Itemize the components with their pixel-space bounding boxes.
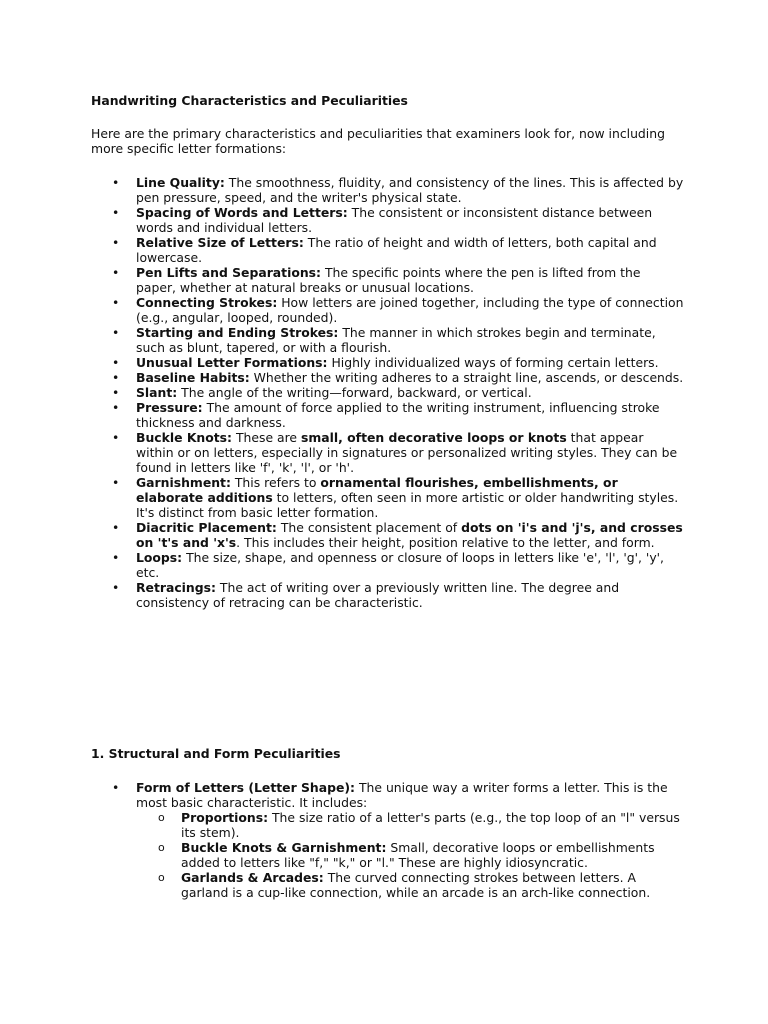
sub-list — [136, 810, 681, 900]
bold-text: small, often decorative loops or knots — [301, 430, 567, 445]
list-item — [136, 205, 684, 235]
bold-text: Diacritic Placement: — [136, 520, 277, 535]
body-text: How letters are joined together, including the type of connection (e.g., angular, looped, rounded). — [136, 295, 684, 325]
body-text: The ratio of height and width of letters, both capital and lowercase. — [136, 235, 657, 265]
bold-text: Line Quality: — [136, 175, 225, 190]
body-text: The size, shape, and openness or closure of loops in letters like 'e', 'l', 'g', 'y', etc. — [136, 550, 664, 580]
bold-text: ornamental flourishes, embellishments, or elaborate additions — [136, 475, 618, 505]
document-title: Handwriting Characteristics and Peculiarities — [91, 93, 408, 108]
body-text: that appear within or on letters, especially in signatures or personalized writing styles. They can be found in letters like 'f', 'k', 'l', or 'h'. — [136, 430, 678, 475]
list-item — [136, 430, 684, 475]
bold-text: Garnishment: — [136, 475, 231, 490]
bold-text: dots on 'i's and 'j's, and crosses on 't's and 'x's — [136, 520, 683, 550]
bold-text: Garlands & Arcades: — [181, 870, 324, 885]
list-item — [136, 295, 684, 325]
list-item — [136, 475, 684, 520]
intro-paragraph: Here are the primary characteristics and peculiarities that examiners look for, now including more specific letter formations: — [91, 126, 665, 156]
list-item — [136, 265, 684, 295]
list-item — [136, 355, 684, 370]
body-text: The angle of the writing—forward, backward, or vertical. — [177, 385, 532, 400]
list-item — [136, 235, 684, 265]
body-text: The consistent or inconsistent distance between words and individual letters. — [136, 205, 653, 235]
list-item — [136, 400, 684, 430]
body-text: Whether the writing adheres to a straight line, ascends, or descends. — [249, 370, 684, 385]
bold-text: Buckle Knots & Garnishment: — [181, 840, 387, 855]
bold-text: Slant: — [136, 385, 178, 400]
list-item — [136, 780, 684, 900]
bold-text: Loops: — [136, 550, 183, 565]
list-item-text — [136, 780, 668, 810]
bold-text: Spacing of Words and Letters: — [136, 205, 348, 220]
body-text: The specific points where the pen is lifted from the paper, whether at natural breaks or unusual locations. — [136, 265, 641, 295]
bold-text: Proportions: — [181, 810, 269, 825]
bold-text: Buckle Knots: — [136, 430, 233, 445]
list-item — [136, 175, 684, 205]
body-text: to letters, often seen in more artistic or older handwriting styles. It's distinct from basic letter formation. — [136, 490, 679, 520]
body-text: This refers to — [230, 475, 321, 490]
body-text: Small, decorative loops or embellishments added to letters like "f," "k," or "l." These are highly idiosyncratic. — [181, 840, 655, 870]
bold-text: Baseline Habits: — [136, 370, 250, 385]
section-list — [136, 780, 684, 900]
body-text: The manner in which strokes begin and terminate, such as blunt, tapered, or with a flourish. — [136, 325, 656, 355]
list-item — [136, 370, 684, 385]
body-text: The unique way a writer forms a letter. This is the most basic characteristic. It includes: — [136, 780, 668, 810]
sub-list-item — [181, 870, 681, 900]
list-item — [136, 580, 684, 610]
body-text: The consistent placement of — [276, 520, 462, 535]
bold-text: Connecting Strokes: — [136, 295, 278, 310]
bold-text: Form of Letters (Letter Shape): — [136, 780, 356, 795]
body-text: The amount of force applied to the writing instrument, influencing stroke thickness and darkness. — [136, 400, 660, 430]
body-text: The act of writing over a previously written line. The degree and consistency of retracing can be characteristic. — [136, 580, 620, 610]
sub-list-item — [181, 840, 681, 870]
body-text: The size ratio of a letter's parts (e.g., the top loop of an "l" versus its stem). — [181, 810, 680, 840]
sub-list-item — [181, 810, 681, 840]
list-item — [136, 550, 684, 580]
characteristics-list — [136, 175, 684, 610]
list-item — [136, 325, 684, 355]
section-heading: 1. Structural and Form Peculiarities — [91, 746, 341, 761]
list-item — [136, 385, 684, 400]
bold-text: Pressure: — [136, 400, 203, 415]
bold-text: Unusual Letter Formations: — [136, 355, 328, 370]
list-item — [136, 520, 684, 550]
body-text: The smoothness, fluidity, and consistency of the lines. This is affected by pen pressure, speed, and the writer's physical state. — [136, 175, 684, 205]
bold-text: Starting and Ending Strokes: — [136, 325, 339, 340]
body-text: . This includes their height, position relative to the letter, and form. — [236, 535, 655, 550]
body-text: Highly individualized ways of forming certain letters. — [327, 355, 659, 370]
body-text: These are — [232, 430, 301, 445]
body-text: The curved connecting strokes between letters. A garland is a cup-like connection, while an arcade is an arch-like connection. — [181, 870, 651, 900]
bold-text: Relative Size of Letters: — [136, 235, 304, 250]
bold-text: Retracings: — [136, 580, 216, 595]
bold-text: Pen Lifts and Separations: — [136, 265, 321, 280]
